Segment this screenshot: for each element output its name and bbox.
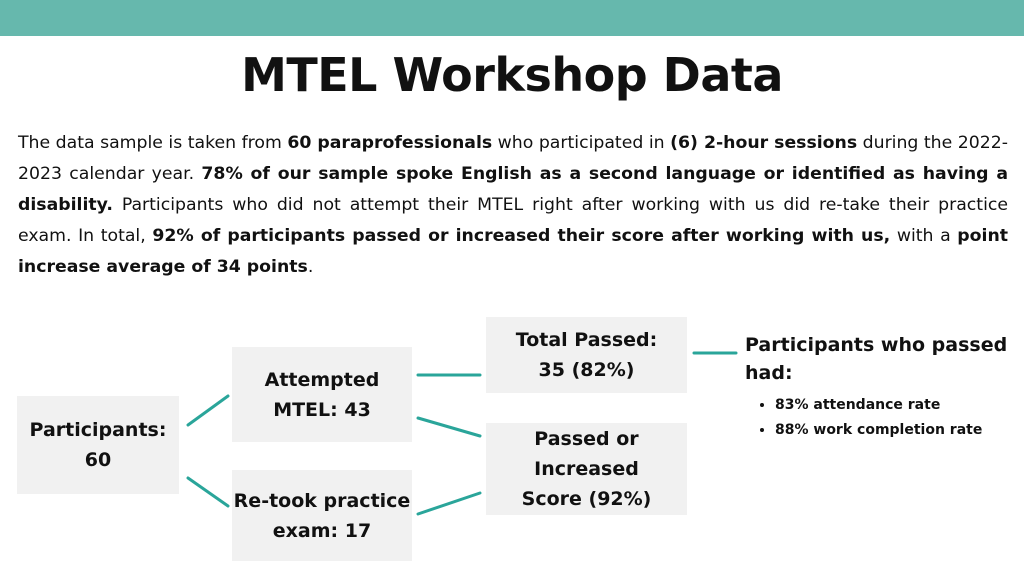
intro-bold-5: point increase average of 34 points xyxy=(18,226,1009,277)
connector-retook-passed xyxy=(418,493,480,514)
retook-label: Re-took practice xyxy=(233,489,411,512)
participants-label: Participants: xyxy=(29,419,167,441)
total-passed-box xyxy=(486,317,687,393)
intro-text-1: The data sample is taken from xyxy=(18,133,288,153)
connector-participants-attempted xyxy=(188,396,228,425)
participants-box xyxy=(17,396,179,494)
page-title: MTEL Workshop Data xyxy=(241,48,783,102)
intro-text-3: during the 2022-2023 calendar year. xyxy=(18,133,1008,184)
total-passed-label: Total Passed: xyxy=(515,329,658,351)
retook-value: exam: 17 xyxy=(272,519,372,542)
intro-text-4: Participants who did not attempt their MTEL right after working with us did re-take their practice exam. In total, xyxy=(18,195,1008,246)
intro-bold-1: 60 paraprofessionals xyxy=(287,133,493,153)
passed-increased-line2: Increased xyxy=(534,458,639,480)
note-item-attendance: • 83% attendance rate xyxy=(775,393,1015,418)
intro-text-2: who participated in xyxy=(492,133,671,153)
participants-value: 60 xyxy=(84,449,112,471)
attempted-label: Attempted xyxy=(264,368,380,391)
attempted-box xyxy=(232,347,412,442)
intro-text-6: . xyxy=(307,257,314,277)
passed-participants-note xyxy=(745,331,1015,443)
attempted-value: MTEL: 43 xyxy=(273,398,371,421)
connector-attempted-passed xyxy=(418,418,480,436)
total-passed-value: 35 (82%) xyxy=(538,359,635,381)
note-list xyxy=(745,393,1015,443)
passed-increased-box xyxy=(486,423,687,515)
intro-bold-2: (6) 2-hour sessions xyxy=(670,133,858,153)
intro-text-5: with a xyxy=(890,226,958,246)
passed-increased-line3: Score (92%) xyxy=(521,488,652,510)
connector-participants-retook xyxy=(188,478,228,506)
passed-increased-line1: Passed or xyxy=(534,428,639,450)
intro-bold-3: 78% of our sample spoke English as a second language or identified as having a disability. xyxy=(18,164,1009,215)
intro-bold-4: 92% of participants passed or increased their score after working with us, xyxy=(152,226,891,246)
retook-box xyxy=(232,470,412,561)
note-item-completion: • 88% work completion rate xyxy=(775,418,1015,443)
note-title: Participants who passed had: xyxy=(745,334,1008,384)
